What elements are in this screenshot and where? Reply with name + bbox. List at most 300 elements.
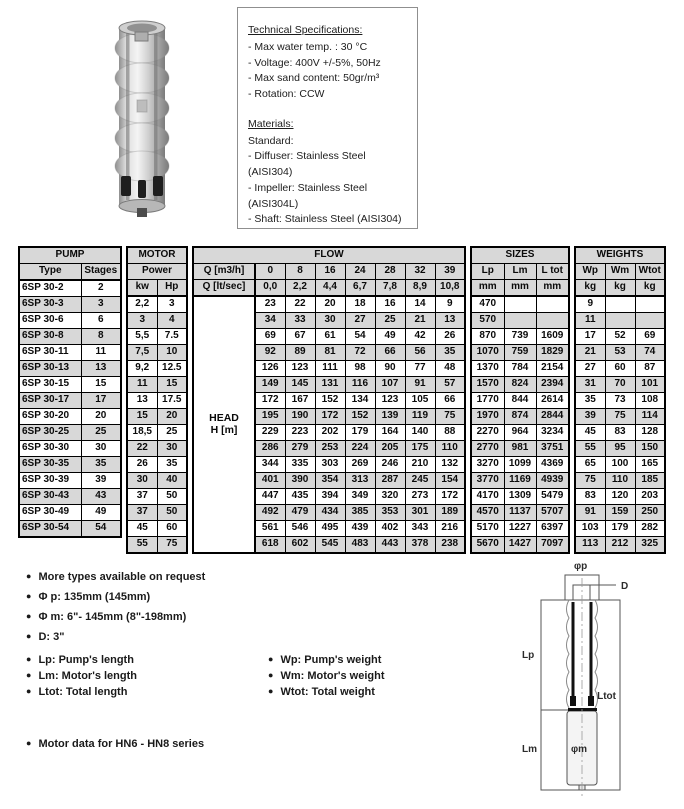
- table-cell: 435: [285, 489, 315, 505]
- table-cell: 17.5: [157, 393, 187, 409]
- table-row: [575, 537, 665, 554]
- table-cell: 2270: [471, 425, 504, 441]
- table-row: [127, 296, 187, 313]
- col-header-wm: Wm: [605, 264, 635, 280]
- table-cell: 1227: [504, 521, 536, 537]
- table-cell: 287: [375, 473, 405, 489]
- table-cell: [635, 313, 665, 329]
- table-cell: 3234: [536, 425, 569, 441]
- table-cell: 18,5: [127, 425, 157, 441]
- table-cell: 269: [345, 457, 375, 473]
- table-cell: 116: [345, 377, 375, 393]
- table-row: [19, 377, 121, 393]
- table-row: [471, 489, 569, 505]
- table-cell: 279: [285, 441, 315, 457]
- table-cell: 152: [345, 409, 375, 425]
- unit-kg: kg: [575, 280, 605, 297]
- spec-item: - Max sand content: 50gr/m³: [248, 72, 380, 85]
- table-row: [471, 329, 569, 345]
- table-cell: 189: [435, 505, 465, 521]
- table-row: [127, 361, 187, 377]
- table-cell: 2154: [536, 361, 569, 377]
- table-cell: 26: [127, 457, 157, 473]
- table-cell: 87: [635, 361, 665, 377]
- table-cell: 131: [315, 377, 345, 393]
- table-cell: 618: [255, 537, 285, 554]
- flow-header-m3h: 32: [405, 264, 435, 280]
- table-cell: 60: [605, 361, 635, 377]
- legend-wp: ● Wp: Pump's weight: [268, 654, 382, 666]
- table-cell: 343: [405, 521, 435, 537]
- table-cell: 185: [635, 473, 665, 489]
- col-header-lm: Lm: [504, 264, 536, 280]
- table-cell: 223: [285, 425, 315, 441]
- table-cell: [536, 296, 569, 313]
- flow-header-ltsec: 4,4: [315, 280, 345, 297]
- table-cell: 6SP 30-30: [19, 441, 81, 457]
- table-cell: 1427: [504, 537, 536, 554]
- table-cell: 2614: [536, 393, 569, 409]
- table-cell: 759: [504, 345, 536, 361]
- table-cell: 172: [255, 393, 285, 409]
- table-cell: 15: [157, 377, 187, 393]
- table-cell: 20: [315, 296, 345, 313]
- table-cell: 45: [127, 521, 157, 537]
- table-cell: 16: [375, 296, 405, 313]
- table-cell: 50: [157, 505, 187, 521]
- table-cell: 190: [285, 409, 315, 425]
- table-cell: 20: [157, 409, 187, 425]
- table-cell: 203: [635, 489, 665, 505]
- table-cell: 25: [375, 313, 405, 329]
- table-cell: 14: [405, 296, 435, 313]
- table-cell: 7097: [536, 537, 569, 554]
- table-row: [127, 521, 187, 537]
- table-cell: 3270: [471, 457, 504, 473]
- table-cell: 88: [435, 425, 465, 441]
- table-cell: 6SP 30-2: [19, 280, 81, 297]
- table-row: [471, 393, 569, 409]
- group-header-pump: PUMP: [19, 247, 121, 264]
- table-row: [575, 473, 665, 489]
- table-cell: 1970: [471, 409, 504, 425]
- table-row: [575, 345, 665, 361]
- table-row: [127, 505, 187, 521]
- weights-section-table: [574, 246, 666, 554]
- table-cell: 52: [605, 329, 635, 345]
- table-cell: 107: [375, 377, 405, 393]
- table-row: [471, 361, 569, 377]
- note-phi-m: ● Φ m: 6"- 145mm (8"-198mm): [26, 611, 187, 623]
- table-cell: 273: [405, 489, 435, 505]
- table-row: [19, 345, 121, 361]
- table-cell: 37: [127, 505, 157, 521]
- table-cell: 35: [81, 457, 121, 473]
- table-row: [471, 505, 569, 521]
- table-cell: 320: [375, 489, 405, 505]
- col-header-kw: kw: [127, 280, 157, 297]
- table-cell: 981: [504, 441, 536, 457]
- table-cell: 6SP 30-17: [19, 393, 81, 409]
- table-cell: 238: [435, 537, 465, 554]
- table-cell: 6SP 30-15: [19, 377, 81, 393]
- materials-item: - Diffuser: Stainless Steel (AISI304): [248, 150, 366, 178]
- flow-header-m3h: 39: [435, 264, 465, 280]
- materials-item: - Impeller: Stainless Steel (AISI304L): [248, 181, 368, 210]
- table-cell: 89: [285, 345, 315, 361]
- table-cell: 2844: [536, 409, 569, 425]
- table-cell: 20: [81, 409, 121, 425]
- flow-header-ltsec: 6,7: [345, 280, 375, 297]
- table-cell: 6397: [536, 521, 569, 537]
- diagram-label-ltot: Ltot: [597, 691, 616, 702]
- flow-header-m3h: 0: [255, 264, 285, 280]
- table-row: [19, 409, 121, 425]
- table-cell: 224: [345, 441, 375, 457]
- group-header-sizes: SIZES: [471, 247, 569, 264]
- table-row: [127, 377, 187, 393]
- table-cell: 110: [605, 473, 635, 489]
- unit-kg: kg: [635, 280, 665, 297]
- table-cell: 149: [255, 377, 285, 393]
- table-cell: 75: [575, 473, 605, 489]
- bullet-icon: ●: [268, 670, 274, 680]
- table-cell: 123: [375, 393, 405, 409]
- table-row: [575, 296, 665, 313]
- flow-section-table: [192, 246, 466, 554]
- table-row: [575, 377, 665, 393]
- table-cell: 443: [375, 537, 405, 554]
- table-cell: 13: [435, 313, 465, 329]
- table-row: [19, 297, 121, 313]
- note-more-types: ● More types available on request: [26, 571, 206, 583]
- table-cell: 73: [605, 393, 635, 409]
- bullet-icon: ●: [26, 611, 32, 621]
- table-cell: 479: [285, 505, 315, 521]
- table-cell: 37: [127, 489, 157, 505]
- legend-ltot: ● Ltot: Total length: [26, 686, 128, 698]
- table-row: [471, 377, 569, 393]
- table-cell: [605, 296, 635, 313]
- table-cell: 17: [81, 393, 121, 409]
- table-cell: 175: [405, 441, 435, 457]
- table-cell: 34: [255, 313, 285, 329]
- table-cell: 824: [504, 377, 536, 393]
- table-cell: 385: [345, 505, 375, 521]
- table-cell: 202: [315, 425, 345, 441]
- table-cell: 349: [345, 489, 375, 505]
- table-row: [127, 489, 187, 505]
- table-cell: [504, 296, 536, 313]
- table-cell: 17: [575, 329, 605, 345]
- table-row: [575, 329, 665, 345]
- table-cell: 75: [605, 409, 635, 425]
- table-cell: 483: [345, 537, 375, 554]
- table-cell: 5479: [536, 489, 569, 505]
- pump-dimension-diagram: [517, 558, 684, 805]
- table-cell: 439: [345, 521, 375, 537]
- table-cell: 83: [605, 425, 635, 441]
- table-cell: 1137: [504, 505, 536, 521]
- table-cell: 253: [315, 441, 345, 457]
- col-header-q-m3h: Q [m3/h]: [193, 264, 255, 280]
- table-cell: 108: [635, 393, 665, 409]
- table-cell: 6SP 30-13: [19, 361, 81, 377]
- table-cell: 49: [375, 329, 405, 345]
- table-cell: 2,2: [127, 296, 157, 313]
- table-cell: 301: [405, 505, 435, 521]
- table-cell: 1829: [536, 345, 569, 361]
- flow-header-m3h: 28: [375, 264, 405, 280]
- table-cell: 378: [405, 537, 435, 554]
- table-row: [471, 296, 569, 313]
- table-row: [19, 473, 121, 489]
- table-cell: 92: [255, 345, 285, 361]
- table-cell: 179: [345, 425, 375, 441]
- table-cell: 172: [435, 489, 465, 505]
- note-phi-p: ● Φ p: 135mm (145mm): [26, 591, 151, 603]
- table-cell: 74: [635, 345, 665, 361]
- table-cell: 11: [575, 313, 605, 329]
- table-row: [19, 361, 121, 377]
- table-cell: 212: [605, 537, 635, 554]
- table-cell: 66: [375, 345, 405, 361]
- table-cell: 55: [127, 537, 157, 554]
- table-cell: 2394: [536, 377, 569, 393]
- table-cell: 100: [605, 457, 635, 473]
- flow-header-m3h: 8: [285, 264, 315, 280]
- table-cell: 145: [285, 377, 315, 393]
- table-cell: 602: [285, 537, 315, 554]
- diagram-label-phi-p: φp: [574, 561, 588, 572]
- table-cell: 3: [157, 296, 187, 313]
- table-cell: [536, 313, 569, 329]
- table-cell: 9: [435, 296, 465, 313]
- table-cell: 25: [157, 425, 187, 441]
- col-header-wp: Wp: [575, 264, 605, 280]
- table-cell: 69: [635, 329, 665, 345]
- table-cell: 66: [435, 393, 465, 409]
- table-cell: 45: [575, 425, 605, 441]
- table-row: [471, 425, 569, 441]
- bullet-icon: ●: [26, 654, 32, 664]
- table-cell: 3: [81, 297, 121, 313]
- table-cell: 139: [375, 409, 405, 425]
- table-cell: 15: [81, 377, 121, 393]
- table-row: [127, 345, 187, 361]
- table-cell: 11: [81, 345, 121, 361]
- table-row: [471, 521, 569, 537]
- table-cell: 27: [575, 361, 605, 377]
- table-cell: 1070: [471, 345, 504, 361]
- spec-item: - Voltage: 400V +/-5%, 50Hz: [248, 56, 381, 69]
- table-row: [471, 537, 569, 554]
- legend-wm: ● Wm: Motor's weight: [268, 670, 385, 682]
- table-cell: 23: [255, 296, 285, 313]
- table-cell: 5707: [536, 505, 569, 521]
- table-cell: 205: [375, 441, 405, 457]
- table-cell: 54: [345, 329, 375, 345]
- table-cell: 95: [605, 441, 635, 457]
- table-row: [19, 329, 121, 345]
- col-header-hp: Hp: [157, 280, 187, 297]
- bullet-icon: ●: [268, 654, 274, 664]
- table-cell: 3770: [471, 473, 504, 489]
- table-row: [127, 537, 187, 554]
- table-cell: 70: [605, 377, 635, 393]
- table-row: [471, 473, 569, 489]
- table-row: [575, 457, 665, 473]
- table-cell: 179: [605, 521, 635, 537]
- table-cell: 98: [345, 361, 375, 377]
- table-cell: 30: [157, 441, 187, 457]
- table-cell: 570: [471, 313, 504, 329]
- table-cell: 33: [285, 313, 315, 329]
- table-cell: 35: [157, 457, 187, 473]
- table-row: [575, 313, 665, 329]
- table-cell: 35: [435, 345, 465, 361]
- table-cell: 870: [471, 329, 504, 345]
- sizes-section-table: [470, 246, 570, 554]
- table-cell: 13: [81, 361, 121, 377]
- table-cell: [504, 313, 536, 329]
- table-cell: 105: [405, 393, 435, 409]
- bullet-icon: ●: [26, 571, 32, 581]
- table-row: [575, 489, 665, 505]
- table-cell: 6SP 30-6: [19, 313, 81, 329]
- pump-photo: [104, 16, 180, 220]
- table-cell: 447: [255, 489, 285, 505]
- table-cell: 5,5: [127, 329, 157, 345]
- table-cell: 229: [255, 425, 285, 441]
- table-cell: 56: [405, 345, 435, 361]
- table-cell: 6SP 30-39: [19, 473, 81, 489]
- table-cell: 1609: [536, 329, 569, 345]
- table-cell: 72: [345, 345, 375, 361]
- table-cell: 344: [255, 457, 285, 473]
- table-cell: 172: [315, 409, 345, 425]
- table-cell: 128: [635, 425, 665, 441]
- table-cell: 35: [575, 393, 605, 409]
- table-cell: 75: [157, 537, 187, 554]
- table-cell: 874: [504, 409, 536, 425]
- table-cell: 1570: [471, 377, 504, 393]
- note-motor-data: ● Motor data for HN6 - HN8 series: [26, 738, 205, 750]
- table-cell: 91: [405, 377, 435, 393]
- table-row: [127, 457, 187, 473]
- table-cell: 126: [255, 361, 285, 377]
- table-cell: 325: [635, 537, 665, 554]
- table-cell: 561: [255, 521, 285, 537]
- col-header-type: Type: [19, 264, 81, 281]
- table-cell: 164: [375, 425, 405, 441]
- table-cell: 60: [157, 521, 187, 537]
- col-header-lp: Lp: [471, 264, 504, 280]
- table-cell: 67: [285, 329, 315, 345]
- bullet-icon: ●: [26, 686, 32, 696]
- table-cell: 1309: [504, 489, 536, 505]
- table-cell: 53: [605, 345, 635, 361]
- table-cell: 7.5: [157, 329, 187, 345]
- group-header-flow: FLOW: [193, 247, 465, 264]
- table-cell: 43: [81, 489, 121, 505]
- table-cell: 4369: [536, 457, 569, 473]
- flow-header-m3h: 16: [315, 264, 345, 280]
- table-cell: 110: [435, 441, 465, 457]
- table-cell: 6SP 30-35: [19, 457, 81, 473]
- table-cell: 101: [635, 377, 665, 393]
- bullet-icon: ●: [26, 670, 32, 680]
- table-cell: 784: [504, 361, 536, 377]
- table-cell: 844: [504, 393, 536, 409]
- table-row: [19, 457, 121, 473]
- table-cell: 195: [255, 409, 285, 425]
- table-row: [19, 521, 121, 538]
- spec-box: [237, 7, 418, 229]
- table-cell: 2: [81, 280, 121, 297]
- table-cell: 4: [157, 313, 187, 329]
- diagram-label-lm: Lm: [522, 744, 537, 755]
- table-cell: 13: [127, 393, 157, 409]
- table-cell: 77: [405, 361, 435, 377]
- table-cell: 55: [575, 441, 605, 457]
- table-cell: 3751: [536, 441, 569, 457]
- legend-lp: ● Lp: Pump's length: [26, 654, 134, 666]
- group-header-weights: WEIGHTS: [575, 247, 665, 264]
- table-row: [19, 489, 121, 505]
- diagram-label-d: D: [621, 581, 629, 592]
- flow-header-ltsec: 2,2: [285, 280, 315, 297]
- table-cell: 150: [635, 441, 665, 457]
- table-cell: 120: [605, 489, 635, 505]
- table-row: [575, 361, 665, 377]
- table-cell: 65: [575, 457, 605, 473]
- table-cell: 2770: [471, 441, 504, 457]
- unit-mm: mm: [536, 280, 569, 297]
- col-header-power: Power: [127, 264, 187, 280]
- spec-item: - Max water temp. : 30 °C: [248, 40, 368, 53]
- table-cell: 111: [315, 361, 345, 377]
- table-cell: 739: [504, 329, 536, 345]
- table-cell: 8: [81, 329, 121, 345]
- table-row: [471, 441, 569, 457]
- table-cell: 31: [575, 377, 605, 393]
- table-cell: 402: [375, 521, 405, 537]
- table-cell: 6SP 30-20: [19, 409, 81, 425]
- table-cell: 6SP 30-54: [19, 521, 81, 538]
- table-cell: 21: [405, 313, 435, 329]
- table-cell: 48: [435, 361, 465, 377]
- table-cell: 39: [575, 409, 605, 425]
- table-cell: 9,2: [127, 361, 157, 377]
- table-cell: 216: [435, 521, 465, 537]
- unit-mm: mm: [471, 280, 504, 297]
- table-cell: [635, 296, 665, 313]
- table-cell: 30: [315, 313, 345, 329]
- table-cell: 134: [345, 393, 375, 409]
- legend-wtot: ● Wtot: Total weight: [268, 686, 375, 698]
- table-cell: 245: [405, 473, 435, 489]
- table-cell: [605, 313, 635, 329]
- bullet-icon: ●: [26, 631, 32, 641]
- table-cell: 50: [157, 489, 187, 505]
- table-row: [193, 296, 465, 313]
- table-cell: 26: [435, 329, 465, 345]
- table-cell: 159: [605, 505, 635, 521]
- table-cell: 140: [405, 425, 435, 441]
- table-row: [575, 521, 665, 537]
- table-row: [575, 425, 665, 441]
